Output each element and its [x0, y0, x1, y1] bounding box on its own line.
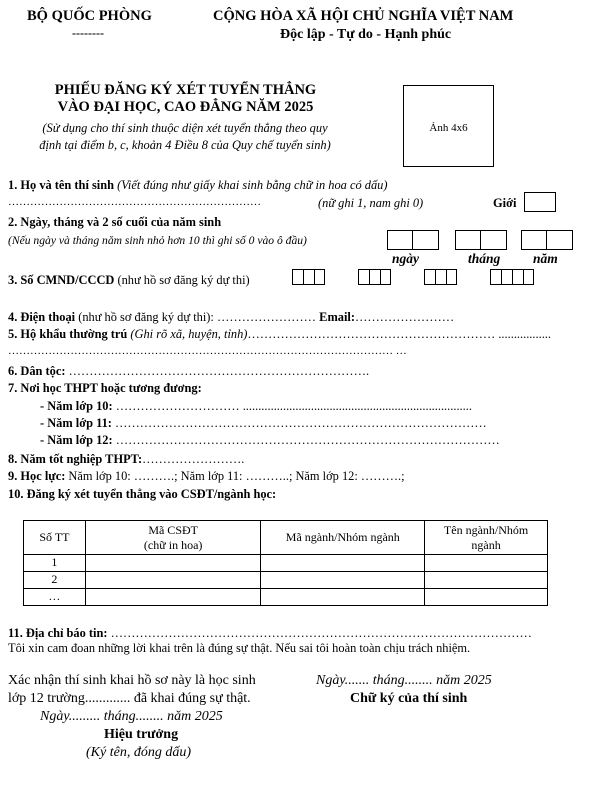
field-1-name-input[interactable]: ……………………………………………………………	[8, 196, 261, 208]
form-title-line2: VÀO ĐẠI HỌC, CAO ĐẲNG NĂM 2025	[57, 99, 314, 115]
field-9-label: 9. Học lực:	[8, 469, 66, 483]
header-ma-nganh: Mã ngành/Nhóm ngành	[261, 521, 425, 555]
ministry-name: BỘ QUỐC PHÒNG	[27, 8, 152, 24]
birth-year-box[interactable]	[521, 230, 573, 250]
row-number: …	[24, 589, 86, 606]
row-number: 2	[24, 572, 86, 589]
table-row	[24, 555, 548, 572]
year-caption: năm	[533, 251, 558, 266]
field-6-input[interactable]: ……………………………………………………………….	[65, 364, 370, 378]
header-ma-csdt: Mã CSĐT (chữ in hoa)	[85, 521, 261, 555]
form-note-line1: (Sử dụng cho thí sinh thuộc diện xét tuyển thẳng theo quy	[42, 121, 328, 135]
table-row	[24, 589, 548, 606]
id-number-cells-3[interactable]	[424, 269, 457, 285]
field-8-row	[8, 452, 244, 466]
id-number-cells-4[interactable]	[490, 269, 534, 285]
form-note-line2: định tại điểm b, c, khoản 4 Điều 8 của Quy chế tuyển sinh)	[39, 138, 331, 152]
photo-box	[403, 85, 494, 167]
principal-date: Ngày......... tháng........ năm 2025	[40, 709, 223, 724]
field-5-input-1[interactable]: …………………………………………………… .................	[247, 327, 551, 341]
row-ten-nganh[interactable]	[425, 555, 548, 572]
field-8-input[interactable]: …………………….	[142, 452, 245, 466]
header-stt: Số TT	[24, 521, 86, 555]
field-6-row	[8, 364, 369, 378]
gender-box[interactable]	[524, 192, 556, 212]
field-6-label: 6. Dân tộc:	[8, 364, 66, 378]
row-number: 1	[24, 555, 86, 572]
field-11-input[interactable]: …………………………………………………………………………………………	[107, 626, 532, 640]
field-9-row	[8, 469, 405, 483]
year12-input[interactable]: …………………………………………………………………………………	[112, 433, 500, 447]
year11-label: - Năm lớp 11:	[40, 416, 112, 430]
field-5-input-2[interactable]: …………………………………………………………………………………………… …	[8, 345, 407, 357]
row-ten-nganh[interactable]	[425, 589, 548, 606]
field-9-input[interactable]: Năm lớp 10: ……….; Năm lớp 11: ………..; Năm lớp 12: ……….;	[65, 469, 405, 483]
field-8-label: 8. Năm tốt nghiệp THPT:	[8, 452, 143, 466]
gender-note: (nữ ghi 1, nam ghi 0)	[318, 196, 424, 210]
field-11-row	[8, 626, 532, 640]
table-row	[24, 572, 548, 589]
day-caption: ngày	[392, 251, 419, 266]
field-4-row	[8, 310, 454, 324]
field-4-note[interactable]: (như hồ sơ đăng ký dự thi): ……………………	[75, 310, 317, 324]
field-1-note: (Viết đúng như giấy khai sinh bằng chữ in hoa có dấu)	[114, 178, 388, 192]
field-5-note: (Ghi rõ xã, huyện, tỉnh)	[127, 327, 248, 341]
field-3-row	[8, 273, 250, 287]
field-4-label: 4. Điện thoại	[8, 310, 76, 324]
student-date: Ngày....... tháng........ năm 2025	[316, 673, 492, 688]
student-signature-title: Chữ ký của thí sinh	[350, 691, 468, 706]
field-1-row	[8, 178, 387, 192]
form-title-line1: PHIẾU ĐĂNG KÝ XÉT TUYỂN THẲNG	[54, 82, 317, 98]
table-header-row	[24, 521, 548, 555]
id-number-cells-1[interactable]	[292, 269, 325, 285]
email-label: Email:	[316, 310, 355, 324]
field-1-label: 1. Họ và tên thí sinh	[8, 178, 115, 192]
row-ma-nganh[interactable]	[261, 572, 425, 589]
principal-sign-note: (Ký tên, đóng dấu)	[86, 745, 191, 760]
row-ten-nganh[interactable]	[425, 572, 548, 589]
header-ten-nganh: Tên ngành/Nhóm ngành	[425, 521, 548, 555]
confirmation-line1: Xác nhận thí sinh khai hồ sơ này là học sinh	[8, 673, 256, 688]
ministry-divider: --------	[72, 26, 104, 40]
row-ma-nganh[interactable]	[261, 589, 425, 606]
row-ma-csdt[interactable]	[85, 555, 261, 572]
field-7-year10-row	[40, 399, 472, 413]
national-motto: Độc lập - Tự do - Hạnh phúc	[280, 27, 452, 42]
year12-label: - Năm lớp 12:	[40, 433, 113, 447]
month-caption: tháng	[468, 251, 501, 266]
field-11-label: 11. Địa chỉ báo tin:	[8, 626, 108, 640]
field-3-label: 3. Số CMND/CCCD	[8, 273, 115, 287]
field-5-label: 5. Hộ khẩu thường trú	[8, 327, 128, 341]
row-ma-csdt[interactable]	[85, 589, 261, 606]
field-3-note: (như hồ sơ đăng ký dự thi)	[114, 273, 250, 287]
row-ma-nganh[interactable]	[261, 555, 425, 572]
registration-table	[23, 520, 548, 606]
field-7-label: 7. Nơi học THPT hoặc tương đương:	[8, 381, 202, 395]
confirmation-line2: lớp 12 trường............. đã khai đúng sự thật.	[8, 691, 251, 706]
field-2-note: (Nếu ngày và tháng năm sinh nhỏ hơn 10 thì ghi số 0 vào ô đầu)	[8, 234, 307, 247]
field-2-label: 2. Ngày, tháng và 2 số cuối của năm sinh	[8, 215, 222, 229]
field-5-row	[8, 327, 551, 341]
birth-day-box[interactable]	[387, 230, 439, 250]
field-10-label: 10. Đăng ký xét tuyển thẳng vào CSĐT/ngành học:	[8, 487, 277, 501]
birth-month-box[interactable]	[455, 230, 507, 250]
year10-label: - Năm lớp 10:	[40, 399, 113, 413]
id-number-cells-2[interactable]	[358, 269, 391, 285]
field-7-year12-row	[40, 433, 500, 447]
photo-label: Ảnh 4x6	[429, 122, 468, 134]
country-name: CỘNG HÒA XÃ HỘI CHỦ NGHĨA VIỆT NAM	[213, 8, 514, 24]
gender-label: Giới	[493, 196, 517, 210]
field-7-year11-row	[40, 416, 487, 430]
row-ma-csdt[interactable]	[85, 572, 261, 589]
principal-title: Hiệu trưởng	[104, 727, 179, 742]
email-input[interactable]: ……………………	[354, 310, 455, 324]
year11-input[interactable]: ………………………………………………………………………………	[111, 416, 487, 430]
commitment-text: Tôi xin cam đoan những lời khai trên là đúng sự thật. Nếu sai tôi hoàn toàn chịu trách nhiệm.	[8, 641, 471, 655]
year10-input[interactable]: ………………………… ..........................................................................	[112, 399, 472, 413]
